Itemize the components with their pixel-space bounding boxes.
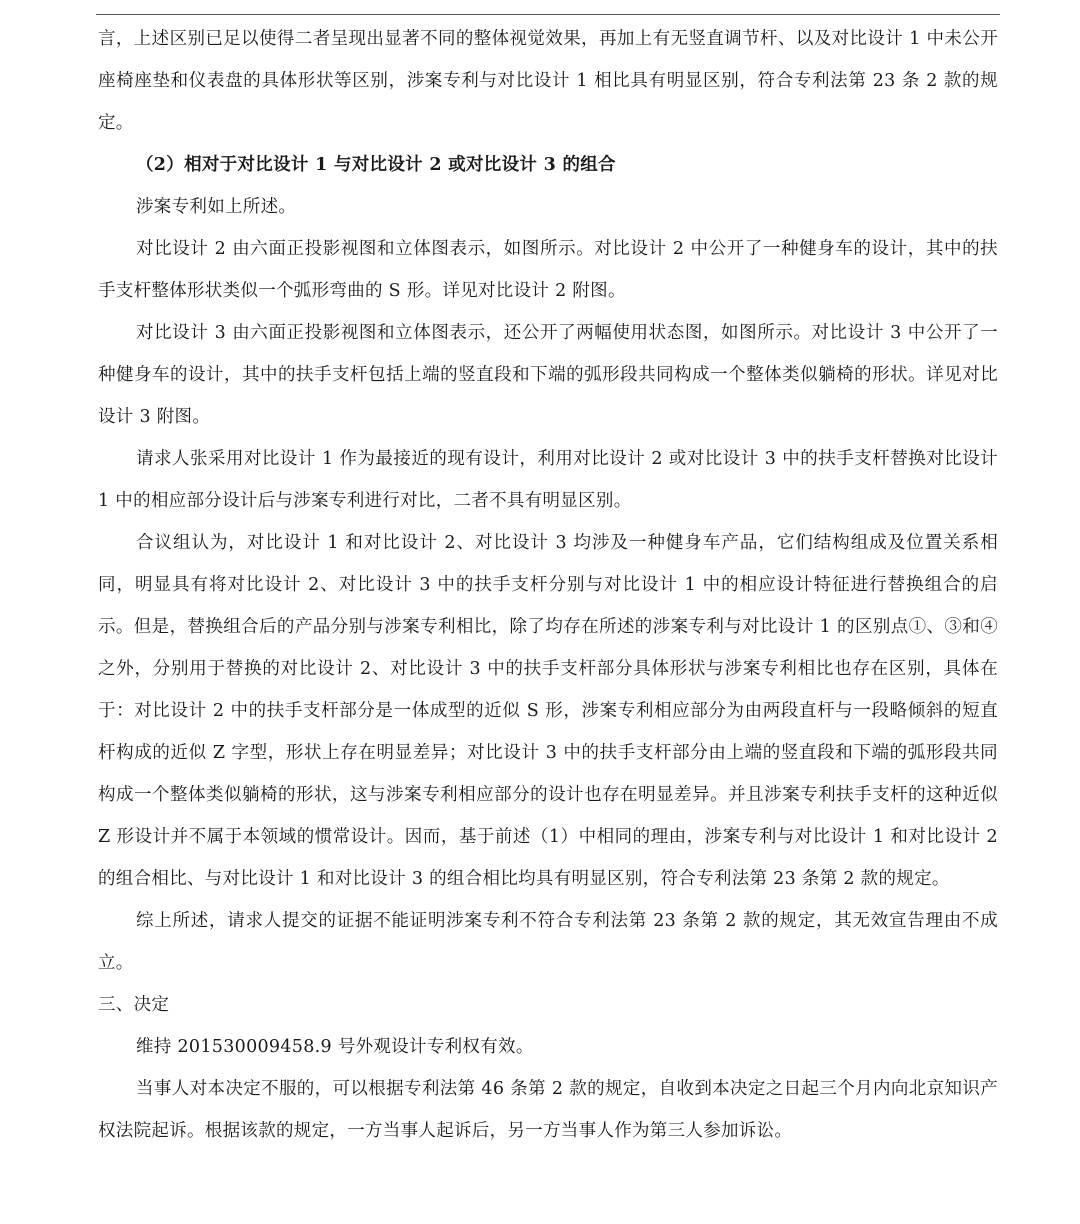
paragraph: 请求人张采用对比设计 1 作为最接近的现有设计，利用对比设计 2 或对比设计 3 中的扶手支杆替换对比设计 1 中的相应部分设计后与涉案专利进行对比，二者不具有明显区别。 (98, 449, 998, 511)
header-rule (96, 14, 1000, 15)
paragraph: 维持 201530009458.9 号外观设计专利权有效。 (136, 1037, 534, 1057)
paragraph: 合议组认为，对比设计 1 和对比设计 2、对比设计 3 均涉及一种健身车产品，它们结构组成及位置关系相同，明显具有将对比设计 2、对比设计 3 中的扶手支杆分别与对比设计 1 中的相应设计特征进行替换组合的启示。但是，替换组合后的产品分别与涉案专利相比，除了均存在所述的涉案专利与对比设计 1 的区别点①、③和④之外，分别用于替换的对比设计 2、对比设计 3 中的扶手支杆部分具体形状与涉案专利相比也存在区别，具体在于：对比设计 2 中的扶手支杆部分是一体成型的近似 S 形，涉案专利相应部分为由两段直杆与一段略倾斜的短直杆构成的近似 Z 字型，形状上存在明显差异；对比设计 3 中的扶手支杆部分由上端的竖直段和下端的弧形段共同构成一个整体类似躺椅的形状，这与涉案专利相应部分的设计也存在明显差异。并且涉案专利扶手支杆的这种近似 Z 形设计并不属于本领域的惯常设计。因而，基于前述（1）中相同的理由，涉案专利与对比设计 1 和对比设计 2 的组合相比、与对比设计 1 和对比设计 3 的组合相比均具有明显区别，符合专利法第 23 条第 2 款的规定。 (98, 533, 998, 889)
paragraph: 涉案专利如上所述。 (136, 197, 297, 217)
paragraph-continuation: 言，上述区别已足以使得二者呈现出显著不同的整体视觉效果，再加上有无竖直调节杆、以及对比设计 1 中未公开座椅座垫和仪表盘的具体形状等区别，涉案专利与对比设计 1 相比具有明显区别，符合专利法第 23 条 2 款的规定。 (98, 29, 998, 133)
paragraph: 对比设计 2 由六面正投影视图和立体图表示，如图所示。对比设计 2 中公开了一种健身车的设计，其中的扶手支杆整体形状类似一个弧形弯曲的 S 形。详见对比设计 2 附图。 (98, 239, 998, 301)
section-heading-decision: 三、决定 (98, 995, 170, 1015)
subheading-combination: （2）相对于对比设计 1 与对比设计 2 或对比设计 3 的组合 (136, 155, 616, 175)
paragraph: 当事人对本决定不服的，可以根据专利法第 46 条第 2 款的规定，自收到本决定之日起三个月内向北京知识产权法院起诉。根据该款的规定，一方当事人起诉后，另一方当事人作为第三人参加诉讼。 (98, 1079, 998, 1141)
paragraph: 对比设计 3 由六面正投影视图和立体图表示，还公开了两幅使用状态图，如图所示。对比设计 3 中公开了一种健身车的设计，其中的扶手支杆包括上端的竖直段和下端的弧形段共同构成一个整体类似躺椅的形状。详见对比设计 3 附图。 (98, 323, 998, 427)
document-body (98, 18, 998, 1152)
paragraph: 综上所述，请求人提交的证据不能证明涉案专利不符合专利法第 23 条第 2 款的规定，其无效宣告理由不成立。 (98, 911, 998, 973)
